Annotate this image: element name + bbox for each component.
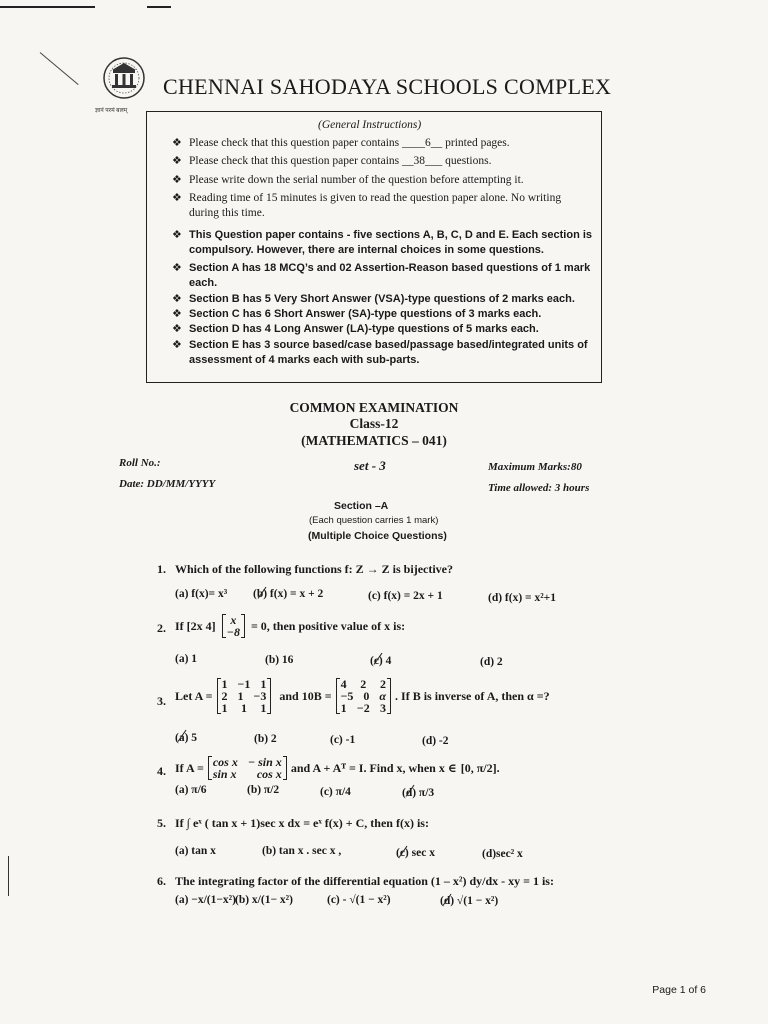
scan-edge-mark [8, 856, 9, 896]
scan-artifact-line [0, 6, 95, 8]
instruction-item: ❖ Please check that this question paper contains __38___ questions. [172, 155, 492, 167]
school-emblem-icon [100, 56, 148, 110]
vector-entry: x [230, 613, 237, 627]
column-vector [222, 614, 245, 638]
option-c: (c) f(x) = 2x + 1 [368, 590, 443, 602]
option-d: (d) -2 [422, 735, 449, 747]
option-d: (d)sec² x [482, 848, 523, 860]
option-b: (b) tan x . sec x , [262, 845, 342, 857]
option-a: (a) π/6 [175, 784, 207, 796]
option-a: (a) f(x)= x³ [175, 588, 228, 600]
instruction-item: ❖ Please check that this question paper contains ____6__ printed pages. [172, 137, 510, 149]
question-text-prefix: Let A = [175, 688, 213, 703]
question-text: Which of the following functions f: Z → Z is bijective? [175, 562, 453, 576]
instruction-item: ❖ Section E has 3 source based/case based/passage based/integrated units of assessment of 4 marks each with sub-parts. [172, 339, 588, 366]
question-number: 1. [157, 562, 166, 576]
instruction-item: ❖ Section D has 4 Long Answer (LA)-type questions of 5 marks each. [172, 323, 539, 335]
instructions-heading: (General Instructions) [318, 119, 422, 131]
vector-entry: −8 [226, 625, 240, 639]
page-number: Page 1 of 6 [652, 984, 706, 996]
section-title: Section –A [334, 500, 389, 512]
exam-name: COMMON EXAMINATION [289, 400, 459, 415]
option-c: (c) - √(1 − x²) [327, 894, 391, 906]
matrix-a: 1 −1 1 2 1 −3 1 1 1 [217, 678, 272, 714]
exam-subject: (MATHEMATICS – 041) [301, 433, 447, 448]
instruction-item: ❖ This Question paper contains - five sections A, B, C, D and E. Each section is compulsory. However, there are internal choices in some questions. [172, 229, 593, 256]
question-number: 2. [157, 621, 166, 635]
option-c: (c) 4 [370, 655, 392, 667]
option-b: (b) 2 [254, 733, 277, 745]
time-allowed: Time allowed: 3 hours [488, 482, 590, 494]
option-d: (d) √(1 − x²) [440, 895, 499, 907]
question-text [175, 756, 500, 780]
set-number: set - 3 [354, 458, 386, 473]
emblem-motto: ज्ञानं परमं बलम् [95, 108, 128, 114]
question-text-prefix: If [2x 4] [175, 618, 216, 633]
question-text-middle: and 10B = [279, 688, 332, 703]
instruction-item: ❖ Reading time of 15 minutes is given to read the question paper alone. No writing during this time. [172, 192, 562, 219]
question-text [175, 678, 550, 714]
question-text-suffix: . If B is inverse of A, then α =? [395, 688, 550, 703]
option-b: (b) f(x) = x + 2 [253, 588, 324, 600]
section-note: (Each question carries 1 mark) [309, 515, 439, 526]
section-type: (Multiple Choice Questions) [308, 530, 447, 542]
organization-title: CHENNAI SAHODAYA SCHOOLS COMPLEX [163, 74, 612, 99]
exam-class: Class-12 [349, 416, 399, 431]
instruction-item: ❖ Section C has 6 Short Answer (SA)-type questions of 3 marks each. [172, 308, 542, 320]
instruction-item: ❖ Please write down the serial number of the question before attempting it. [172, 174, 524, 186]
option-a: (a) −x/(1−x²) [175, 894, 236, 906]
question-text-suffix: = 0, then positive value of x is: [250, 618, 406, 633]
date-label: Date: DD/MM/YYYY [119, 478, 216, 490]
option-c: (c) π/4 [320, 786, 351, 798]
option-d: (d) f(x) = x²+1 [488, 592, 556, 604]
option-c: (c) -1 [330, 734, 356, 746]
question-number: 5. [157, 816, 166, 830]
option-c: (c) sec x [396, 847, 435, 859]
question-number: 4. [157, 764, 166, 778]
instruction-item: ❖ Section A has 18 MCQ’s and 02 Assertion-Reason based questions of 1 mark each. [172, 262, 591, 289]
scan-artifact-line [147, 6, 171, 8]
roll-no-label: Roll No.: [119, 457, 161, 469]
option-a: (a) 1 [175, 653, 198, 665]
option-a: (a) tan x [175, 845, 216, 857]
option-b: (b) 16 [265, 654, 294, 666]
interval: [0, π/2]. [460, 760, 500, 775]
max-marks: Maximum Marks:80 [488, 461, 582, 473]
question-text-prefix: If A = [175, 760, 204, 775]
option-b: (b) x/(1− x²) [235, 894, 293, 906]
question-number: 6. [157, 874, 166, 888]
question-text [175, 614, 405, 638]
pen-mark [40, 52, 79, 85]
option-d: (d) π/3 [402, 787, 435, 799]
question-text: If ∫ eˣ ( tan x + 1)sec x dx = eˣ f(x) + C, then f(x) is: [175, 816, 429, 830]
option-b: (b) π/2 [247, 784, 280, 796]
question-text: The integrating factor of the differential equation (1 – x²) dy/dx - xy = 1 is: [175, 874, 554, 888]
matrix-b: 4 2 2 −5 0 α 1 −2 3 [336, 678, 391, 714]
question-text-suffix: and A + Aᵀ = I. Find x, when x ∈ [290, 760, 457, 775]
instruction-item: ❖ Section B has 5 Very Short Answer (VSA)-type questions of 2 marks each. [172, 293, 575, 305]
question-number: 3. [157, 694, 166, 708]
option-a: (a) 5 [175, 732, 198, 744]
option-d: (d) 2 [480, 656, 503, 668]
matrix-m: cos x − sin x sin x cos x [208, 756, 287, 780]
